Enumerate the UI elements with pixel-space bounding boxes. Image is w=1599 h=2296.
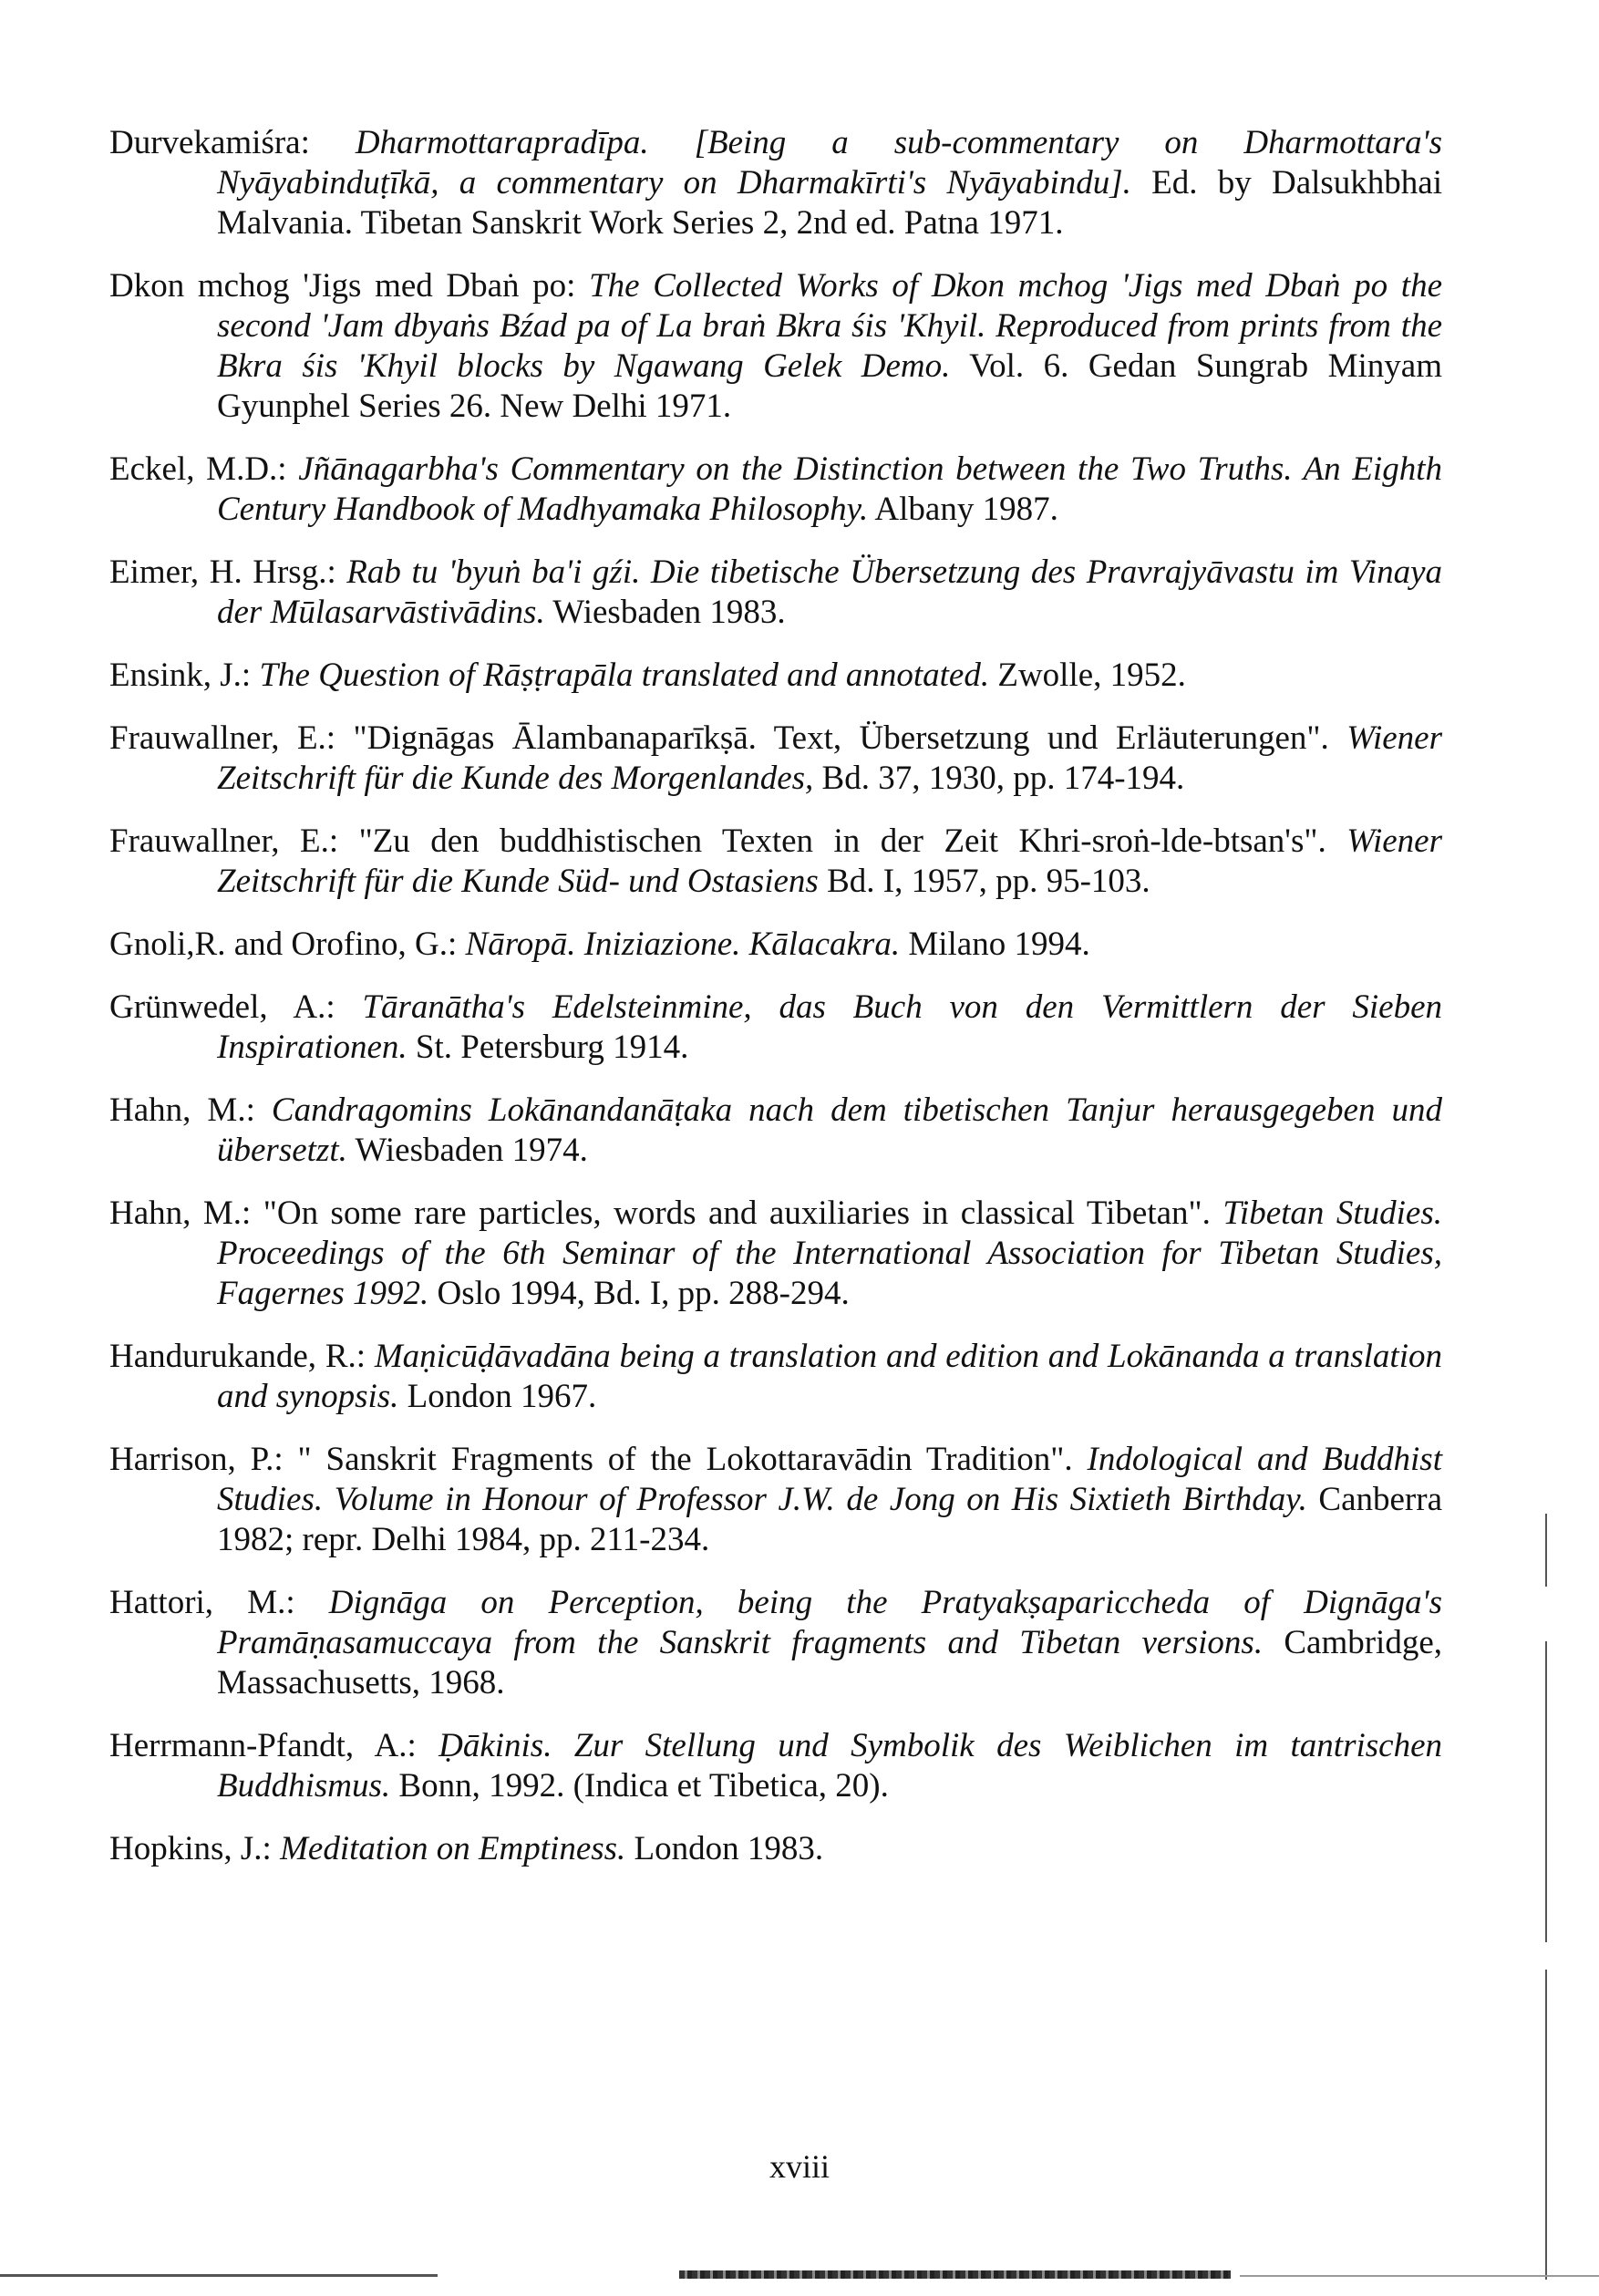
bibliography-entry: Harrison, P.: " Sanskrit Fragments of the Lokottaravādin Tradition". Indological and Buddhist Studies. Volume in Honour of Professor J.W. de Jong on His Sixtieth Birthday. Canberra 1982; repr. Delhi 1984, pp. 211-234. [109, 1441, 1442, 1558]
bibliography-entry: Dkon mchog 'Jigs med Dbaṅ po: The Collected Works of Dkon mchog 'Jigs med Dbaṅ po the second 'Jam dbyaṅs Bźad pa of La braṅ Bkra śis 'Khyil. Reproduced from prints from the Bkra śis 'Khyil blocks by Ngawang Gelek Demo. Vol. 6. Gedan Sungrab Minyam Gyunphel Series 26. New Delhi 1971. [109, 267, 1442, 425]
bibliography-entry: Hahn, M.: Candragomins Lokānandanāṭaka nach dem tibetischen Tanjur herausgegeben und übersetzt. Wiesbaden 1974. [109, 1091, 1442, 1169]
scan-edge-bar [679, 2270, 1231, 2279]
scan-edge-bar [0, 2274, 438, 2277]
scan-margin-line [1545, 1514, 1547, 1587]
scan-edge-bar [1240, 2275, 1599, 2277]
bibliography-entry: Grünwedel, A.: Tāranātha's Edelsteinmine, das Buch von den Vermittlern der Sieben Inspirationen. St. Petersburg 1914. [109, 988, 1442, 1066]
scan-margin-line [1545, 1641, 1547, 1942]
bibliography-entry: Hopkins, J.: Meditation on Emptiness. London 1983. [109, 1830, 824, 1867]
bibliography-entry: Eckel, M.D.: Jñānagarbha's Commentary on the Distinction between the Two Truths. An Eighth Century Handbook of Madhyamaka Philosophy. Albany 1987. [109, 450, 1442, 528]
bibliography-entry: Hattori, M.: Dignāga on Perception, being the Pratyakṣapariccheda of Dignāga's Pramāṇasamuccaya from the Sanskrit fragments and Tibetan versions. Cambridge, Massachusetts, 1968. [109, 1584, 1442, 1701]
bibliography-entry: Herrmann-Pfandt, A.: Ḍākinis. Zur Stellung und Symbolik des Weiblichen im tantrischen Buddhismus. Bonn, 1992. (Indica et Tibetica, 20). [109, 1727, 1442, 1805]
bibliography-entry: Ensink, J.: The Question of Rāṣṭrapāla translated and annotated. Zwolle, 1952. [109, 657, 1186, 694]
bibliography-entry: Frauwallner, E.: "Dignāgas Ālambanaparīkṣā. Text, Übersetzung und Erläuterungen". Wiener Zeitschrift für die Kunde des Morgenlandes, Bd. 37, 1930, pp. 174-194. [109, 719, 1442, 797]
scan-margin-line [1545, 1970, 1547, 2280]
page-number: xviii [769, 2148, 830, 2185]
bibliography-entry: Eimer, H. Hrsg.: Rab tu 'byuṅ ba'i gźi. Die tibetische Übersetzung des Pravrajyāvastu im Vinaya der Mūlasarvāstivādins. Wiesbaden 1983. [109, 553, 1442, 631]
bibliography-entry: Frauwallner, E.: "Zu den buddhistischen Texten in der Zeit Khri-sroṅ-lde-btsan's". Wiener Zeitschrift für die Kunde Süd- und Ostasiens Bd. I, 1957, pp. 95-103. [109, 822, 1442, 900]
bibliography-entry: Durvekamiśra: Dharmottarapradīpa. [Being a sub-commentary on Dharmottara's Nyāyabinduṭīkā, a commentary on Dharmakīrti's Nyāyabindu]. Ed. by Dalsukhbhai Malvania. Tibetan Sanskrit Work Series 2, 2nd ed. Patna 1971. [109, 124, 1443, 242]
bibliography-entry: Gnoli,R. and Orofino, G.: Nāropā. Iniziazione. Kālacakra. Milano 1994. [109, 926, 1090, 963]
bibliography-entry: Handurukande, R.: Maṇicūḍāvadāna being a translation and edition and Lokānanda a translation and synopsis. London 1967. [109, 1338, 1442, 1415]
bibliography-entry: Hahn, M.: "On some rare particles, words and auxiliaries in classical Tibetan". Tibetan Studies. Proceedings of the 6th Seminar of the International Association for Tibetan Studies, Fagernes 1992. Oslo 1994, Bd. I, pp. 288-294. [109, 1195, 1442, 1312]
bibliography-list [109, 123, 1442, 1892]
